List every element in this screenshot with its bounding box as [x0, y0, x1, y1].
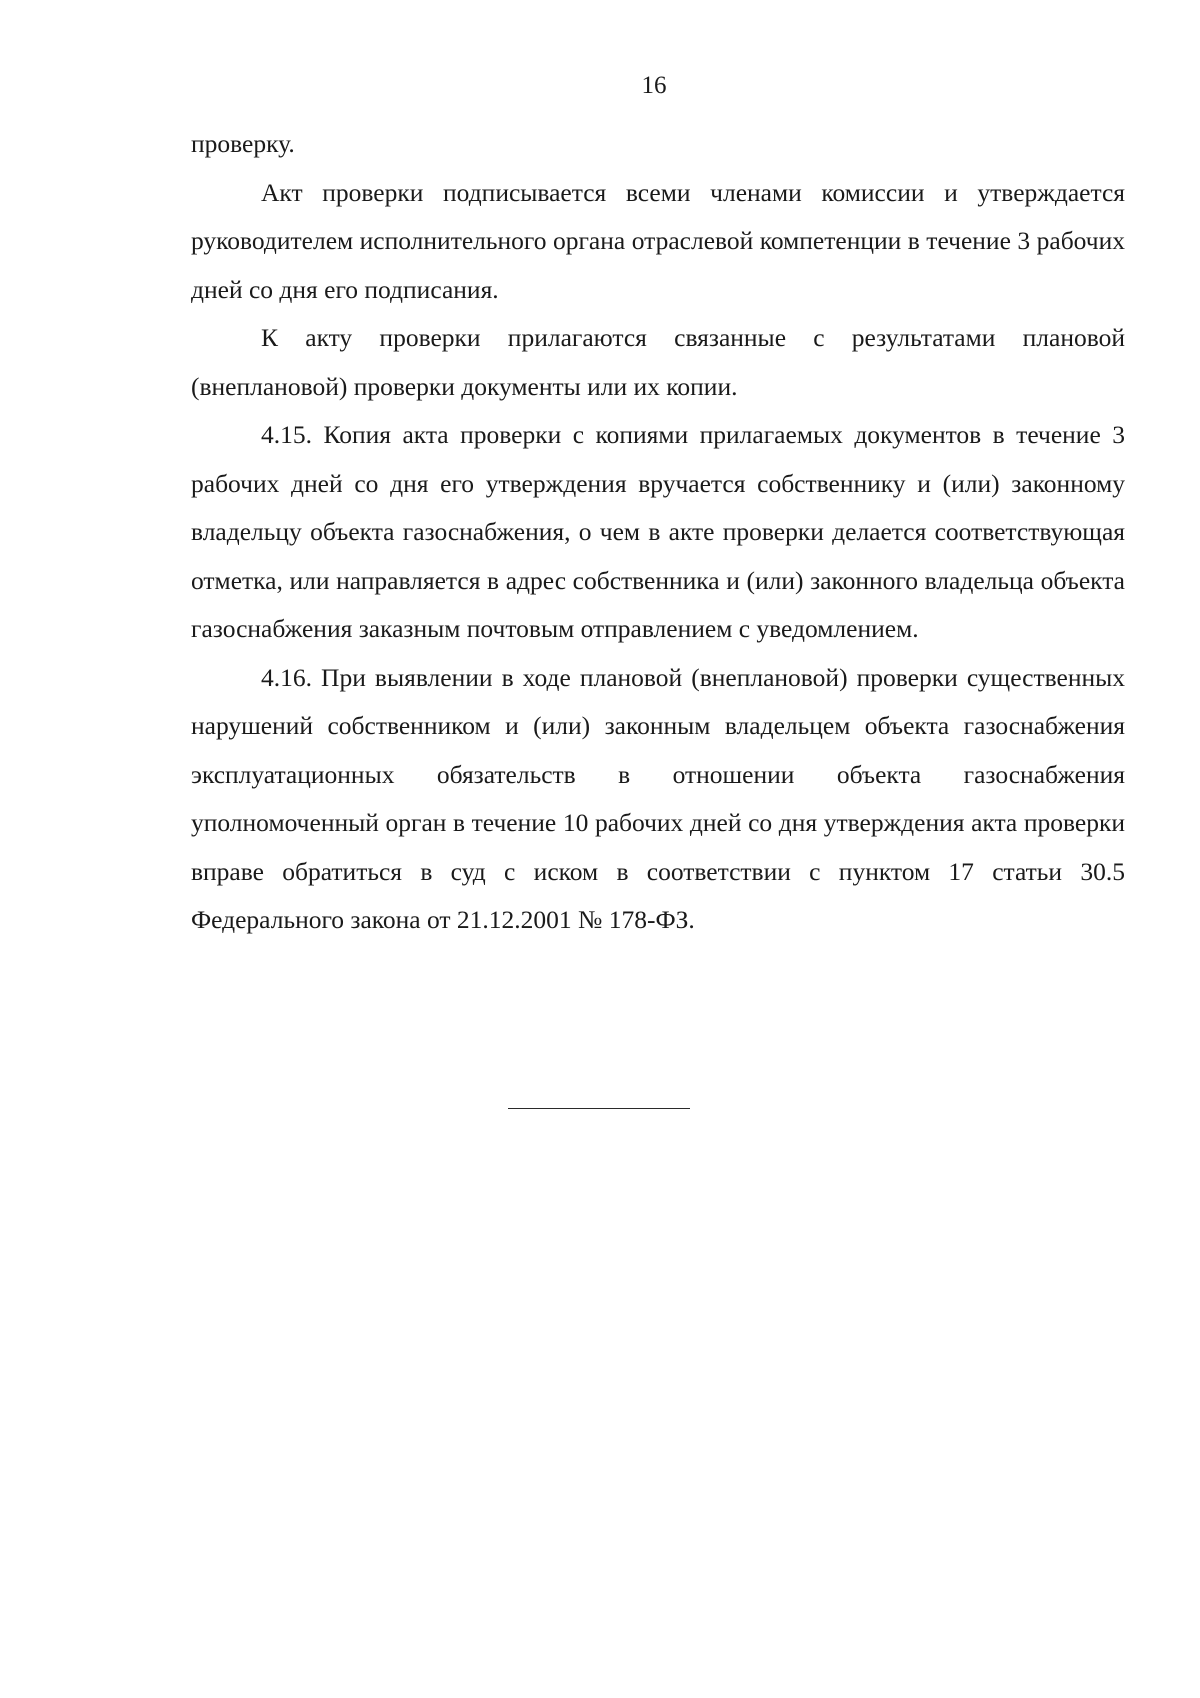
closing-rule [508, 1108, 690, 1109]
paragraph-continuation: проверку. [191, 129, 295, 158]
paragraph-4-15: 4.15. Копия акта проверки с копиями прилагаемых документов в течение 3 рабочих дней со дня его утверждения вручается собственнику и (или) законному владельцу объекта газоснабжения, о чем в акте проверки делается соответствующая отметка, или направляется в адрес собственника и (или) законного владельца объекта газоснабжения заказным почтовым отправлением с уведомлением. [191, 420, 1125, 643]
paragraph-act-attachments: К акту проверки прилагаются связанные с результатами плановой (внеплановой) проверки документы или их копии. [191, 323, 1125, 401]
page-number: 16 [641, 72, 667, 99]
paragraph-act-signing: Акт проверки подписывается всеми членами комиссии и утверждается руководителем исполнительного органа отраслевой компетенции в течение 3 рабочих дней со дня его подписания. [191, 177, 1125, 304]
paragraph-4-16: 4.16. При выявлении в ходе плановой (внеплановой) проверки существенных нарушений собственником и (или) законным владельцем объекта газоснабжения эксплуатационных обязательств в отношении объекта газоснабжения уполномоченный орган в течение 10 рабочих дней со дня утверждения акта проверки вправе обратиться в суд с иском в соответствии с пунктом 17 статьи 30.5 Федерального закона от 21.12.2001 № 178-ФЗ. [191, 662, 1125, 934]
body-text [191, 120, 1125, 945]
